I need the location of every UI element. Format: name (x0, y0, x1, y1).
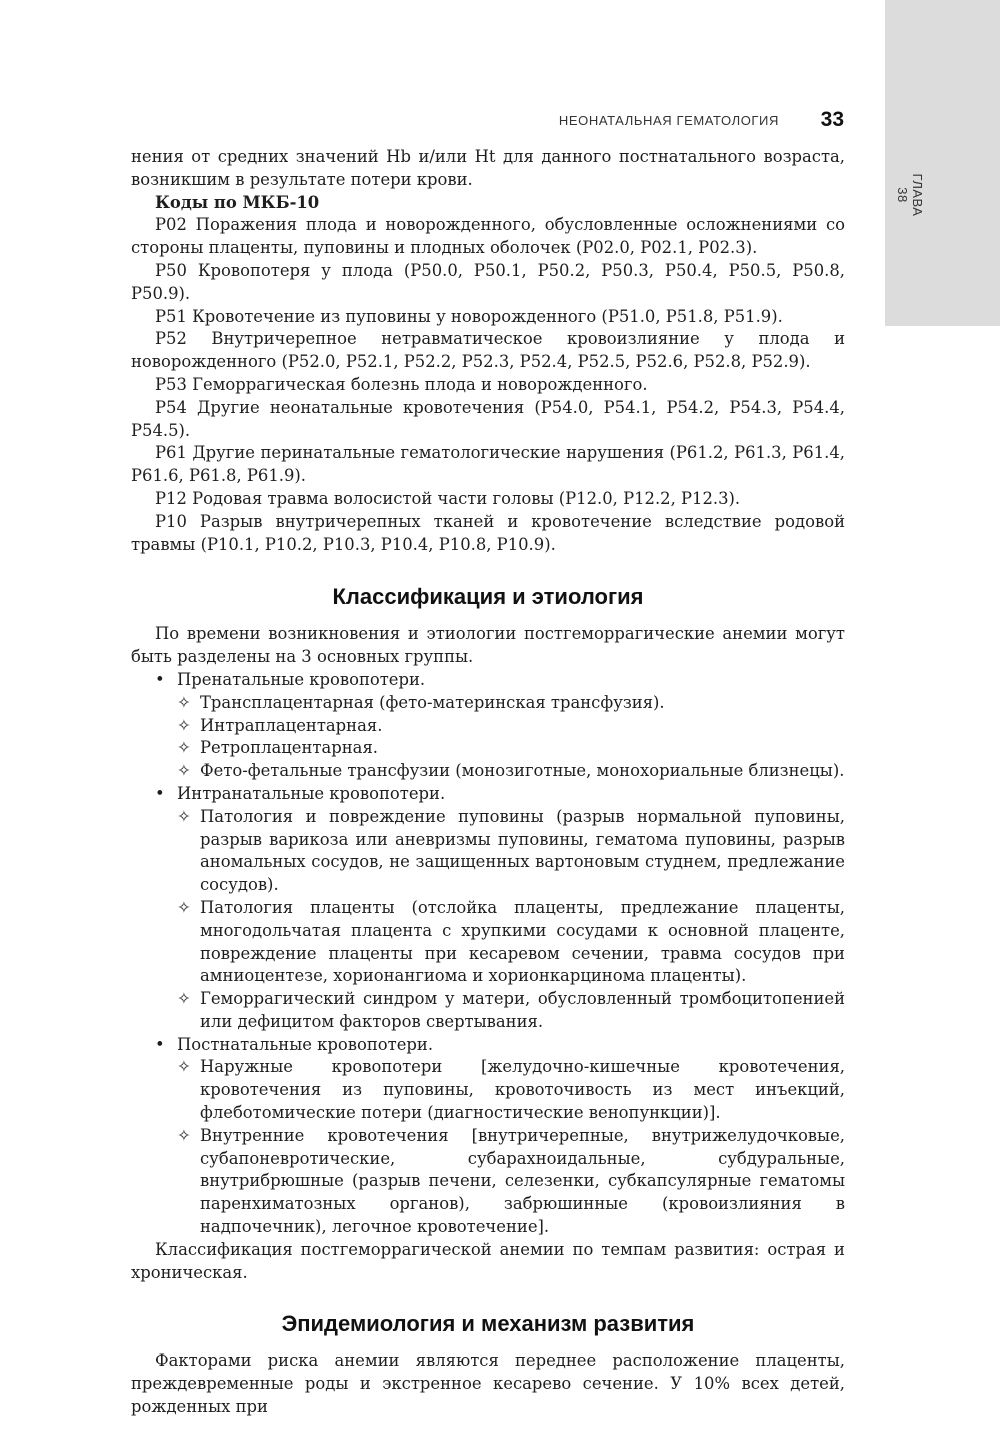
icd-code-item: P54 Другие неонатальные кровотечения (P54.0, P54.1, P54.2, P54.3, P54.4, P54.5). (131, 397, 845, 440)
bullet-icon: • (155, 1034, 165, 1054)
diamond-bullet-icon: ✧ (177, 1057, 191, 1077)
icd-code-item: P12 Родовая травма волосистой части головы (P12.0, P12.2, P12.3). (155, 488, 741, 508)
sub-list-item: ✧ Ретроплацентарная. (177, 737, 845, 760)
page-number: 33 (820, 108, 844, 131)
diamond-bullet-icon: ✧ (177, 715, 191, 735)
sub-list-item: ✧ Наружные кровопотери [желудочно-кишечные кровотечения, кровотечения из пуповины, кровоточивость из мест инъекций, флеботомические потери (диагностические венопункции)]. (177, 1057, 845, 1123)
diamond-bullet-icon: ✧ (177, 897, 191, 917)
diamond-bullet-icon: ✧ (177, 1125, 191, 1145)
epidemiology-heading: Эпидемиология и механизм развития (281, 1311, 695, 1337)
group-postnatal (131, 1034, 845, 1239)
sub-list-item: ✧ Геморрагический синдром у матери, обусловленный тромбоцитопенией или дефицитом факторов свертывания. (177, 989, 845, 1031)
sub-list (177, 806, 845, 1034)
sub-list (177, 1056, 845, 1238)
group-prenatal (131, 669, 845, 783)
icd-code-item: P51 Кровотечение из пуповины у новорожденного (P51.0, P51.8, P51.9). (155, 306, 783, 326)
icd-code-item: P52 Внутричерепное нетравматическое кровоизлияние у плода и новорожденного (P52.0, P52.1, P52.2, P52.3, P52.4, P52.5, P52.6, P52.8, P52.9). (131, 329, 845, 372)
icd-heading: Коды по МКБ-10 (155, 192, 320, 212)
chapter-side-tab (885, 0, 1000, 326)
classification-intro: По времени возникновения и этиологии постгеморрагические анемии могут быть разделены на 3 основных группы. (131, 624, 845, 667)
page-content (131, 146, 845, 1419)
sub-list-item: ✧ Патология плаценты (отслойка плаценты, предлежание плаценты, многодольчатая плацента с хрупкими сосудами к основной плаценте, повреждение плаценты при кесаревом сечении, травма сосудов при амниоцентезе, хорионангиома и хорионкарцинома плаценты). (177, 897, 845, 986)
epidemiology-paragraph: Факторами риска анемии являются переднее расположение плаценты, преждевременные роды и экстренное кесарево сечение. У 10% всех детей, рожденных при (131, 1351, 845, 1417)
icd-code-item: P02 Поражения плода и новорожденного, обусловленные осложнениями со стороны плаценты, пуповины и плодных оболочек (P02.0, P02.1, P02.3). (131, 215, 845, 258)
diamond-bullet-icon: ✧ (177, 761, 191, 781)
sub-list (177, 692, 845, 783)
sub-list-item: ✧ Патология и повреждение пуповины (разрыв нормальной пуповины, разрыв варикоза или аневризмы пуповины, гематома пуповины, разрыв аномальных сосудов, не защищенных вартоновым студнем, предлежание сосудов). (177, 806, 845, 895)
classification-heading: Классификация и этиология (332, 584, 644, 610)
group-label: Постнатальные кровопотери. (177, 1034, 434, 1054)
chapter-label: ГЛАВА 38 (895, 173, 925, 217)
section-title: НЕОНАТАЛЬНАЯ ГЕМАТОЛОГИЯ (558, 113, 779, 128)
sub-list-item: ✧ Трансплацентарная (фето-материнская трансфузия). (177, 692, 845, 715)
icd-code-item: P50 Кровопотеря у плода (P50.0, P50.1, P50.2, P50.3, P50.4, P50.5, P50.8, P50.9). (131, 260, 845, 303)
icd-code-item: P10 Разрыв внутричерепных тканей и кровотечение вследствие родовой травмы (P10.1, P10.2, P10.3, P10.4, P10.8, P10.9). (131, 511, 845, 554)
icd-code-item: P53 Геморрагическая болезнь плода и новорожденного. (155, 374, 648, 394)
diamond-bullet-icon: ✧ (177, 738, 191, 758)
diamond-bullet-icon: ✧ (177, 806, 191, 826)
group-intranatal (131, 783, 845, 1034)
running-header (400, 108, 844, 134)
bullet-icon: • (155, 669, 165, 689)
group-label: Пренатальные кровопотери. (177, 669, 426, 689)
group-label: Интранатальные кровопотери. (177, 783, 446, 803)
classification-list (131, 669, 845, 1239)
sub-list-item: ✧ Интраплацентарная. (177, 715, 845, 738)
icd-code-item: P61 Другие перинатальные гематологические нарушения (P61.2, P61.3, P61.4, P61.6, P61.8, P61.9). (131, 443, 845, 486)
sub-list-item: ✧ Фето-фетальные трансфузии (монозиготные, монохориальные близнецы). (177, 760, 845, 783)
diamond-bullet-icon: ✧ (177, 989, 191, 1009)
intro-paragraph: нения от средних значений Hb и/или Ht для данного постнатального возраста, возникшим в результате потери крови. (131, 147, 845, 189)
bullet-icon: • (155, 783, 165, 803)
sub-list-item: ✧ Внутренние кровотечения [внутричерепные, внутрижелудочковые, субапоневротические, субарахноидальные, субдуральные, внутрибрюшные (разрыв печени, селезенки, субкапсулярные гематомы паренхиматозных органов), забрюшинные (кровоизлияния в надпочечник), легочное кровотечение]. (177, 1125, 845, 1237)
diamond-bullet-icon: ✧ (177, 692, 191, 712)
classification-closing: Классификация постгеморрагической анемии по темпам развития: острая и хроническая. (131, 1239, 845, 1282)
